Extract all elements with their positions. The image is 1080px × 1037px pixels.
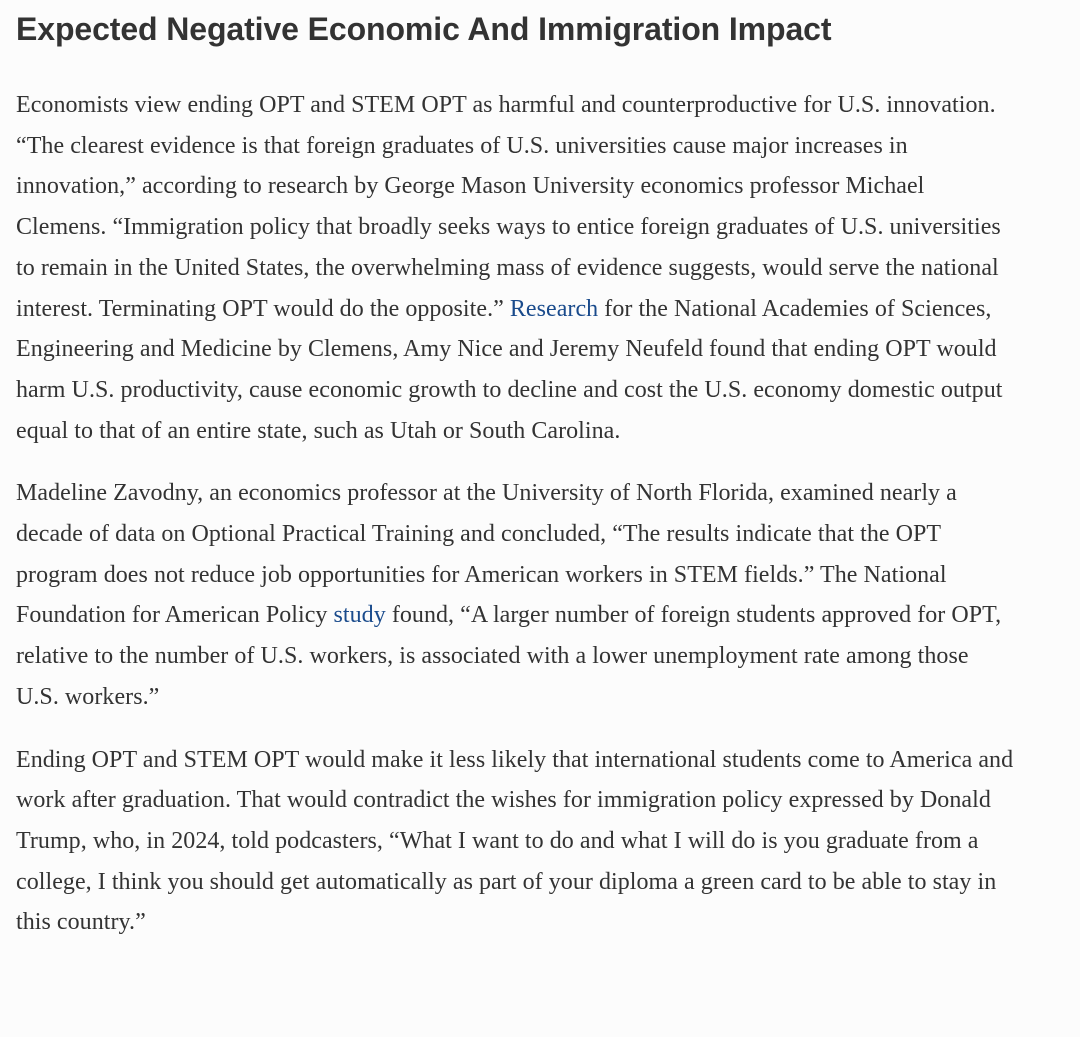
- paragraph-zavodny: [16, 473, 1016, 717]
- paragraph-text: Madeline Zavodny, an economics professor at the University of North Florida, examined nearly a decade of data on Optional Practical Training and concluded, “The results indicate that the OPT program does not reduce job opportunities for American workers in STEM fields.” The National Foundation for American Policy: [16, 480, 957, 629]
- paragraph-economists: [16, 85, 1016, 451]
- paragraph-text: found, “A larger number of foreign students approved for OPT, relative to the number of U.S. workers, is associated with a lower unemployment rate among those U.S. workers.”: [16, 602, 1002, 710]
- research-link[interactable]: Research: [509, 295, 599, 322]
- section-heading: Expected Negative Economic And Immigration Impact: [16, 11, 832, 47]
- paragraph-text: for the National Academies of Sciences, Engineering and Medicine by Clemens, Amy Nice and Jeremy Neufeld found that ending OPT would harm U.S. productivity, cause economic growth to decline and cost the U.S. economy domestic output equal to that of an entire state, such as Utah or South Carolina.: [16, 295, 1003, 444]
- paragraph-text: Economists view ending OPT and STEM OPT as harmful and counterproductive for U.S. innovation. “The clearest evidence is that foreign graduates of U.S. universities cause major increases in innovation,” according to research by George Mason University economics professor Michael Clemens. “Immigration policy that broadly seeks ways to entice foreign graduates of U.S. universities to remain in the United States, the overwhelming mass of evidence suggests, would serve the national interest. Terminating OPT would do the opposite.”: [16, 92, 1001, 322]
- study-link[interactable]: study: [333, 602, 386, 629]
- paragraph-ending-opt: Ending OPT and STEM OPT would make it less likely that international students come to America and work after graduation. That would contradict the wishes for immigration policy expressed by Donald Trump, who, in 2024, told podcasters, “What I want to do and what I will do is you graduate from a college, I think you should get automatically as part of your diploma a green card to be able to stay in this country.”: [16, 746, 1014, 936]
